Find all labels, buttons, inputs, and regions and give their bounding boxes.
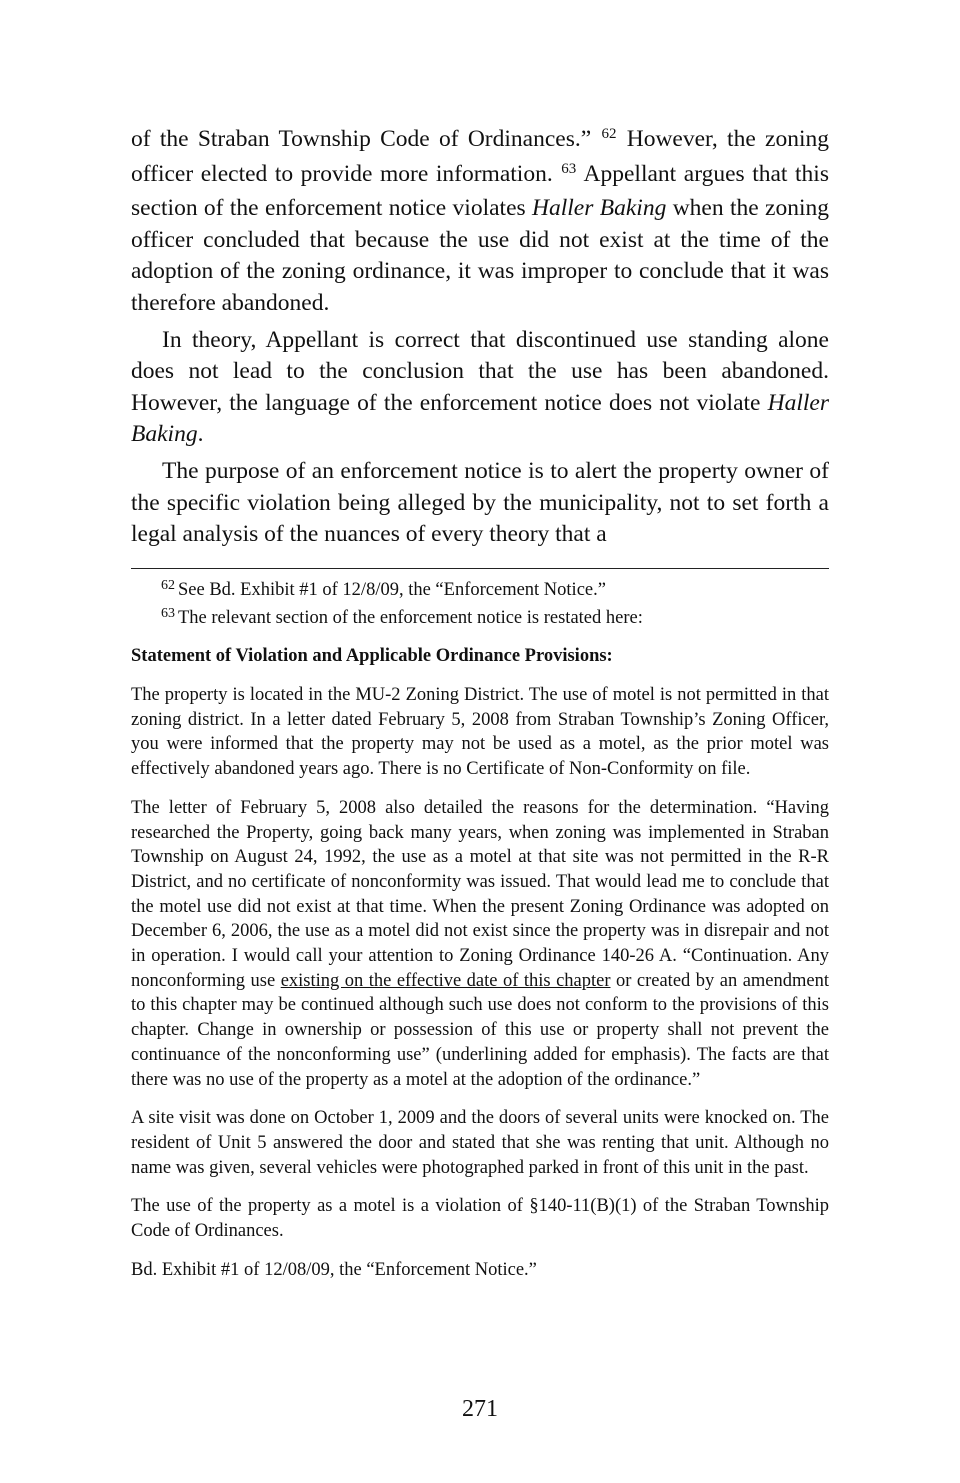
main-text — [131, 124, 829, 551]
page-number: 271 — [462, 1396, 498, 1422]
p2-text-b: . — [197, 421, 204, 448]
footnote-separator — [131, 568, 829, 569]
paragraph-3: The purpose of an enforcement notice is to alert the property owner of the specific violation being alleged by the municipality, not to set forth a legal analysis of the nuances of every theory that a — [131, 457, 829, 548]
footnote-63 — [131, 605, 829, 633]
paragraph-2 — [131, 325, 829, 451]
footnote-text: The relevant section of the enforcement notice is restated here: — [178, 608, 643, 628]
footnote-ref-63[interactable]: 63 — [561, 160, 577, 177]
p1-text-d: when the zoning officer concluded that because the use did not exist at the time of the adoption of the zoning ordinance, it was improper to conclude that it was therefore abandoned. — [131, 195, 830, 316]
footnotes — [131, 577, 829, 633]
p1-text-c: Appellant argues that this section of the enforcement notice violates — [131, 160, 829, 222]
footnote-ref-62[interactable]: 62 — [601, 126, 617, 142]
quoted-enforcement-notice — [131, 644, 829, 1296]
quote-paragraph-1: The property is located in the MU-2 Zoning District. The use of motel is not permitted in that zoning district. In a letter dated February 5, 2008 from Straban Township’s Zoning Officer, you were informed that the property may not be used as a motel, as the prior motel was effectively abandoned years ago. There is no Certificate of Non-Conformity on file. — [131, 685, 829, 780]
footnote-number: 63 — [161, 606, 175, 621]
q2-text-b: or created by an amendment to this chapter may be continued although such use does not conform to the provisions of this chapter. Change in ownership or possession of this use or property shall not prevent the continuance of the nonconforming use” (underlining added for emphasis). The facts are that there was no use of the property as a motel at the adoption of the ordinance.” — [131, 970, 829, 1090]
footnote-62 — [131, 577, 829, 605]
quote-heading: Statement of Violation and Applicable Ordinance Provisions: — [131, 646, 613, 666]
quote-paragraph-4: The use of the property as a motel is a violation of §140-11(B)(1) of the Straban Township Code of Ordinances. — [131, 1196, 829, 1242]
case-name: Haller Baking — [131, 389, 830, 448]
p2-text-a: In theory, Appellant is correct that discontinued use standing alone does not lead to the conclusion that the use has been abandoned. However, the language of the enforcement notice does not violate — [131, 326, 829, 416]
quote-paragraph-3: A site visit was done on October 1, 2009 and the doors of several units were knocked on. The resident of Unit 5 answered the door and stated that she was renting that unit. Although no name was given, several vehicles were photographed parked in front of this unit in the past. — [131, 1108, 829, 1178]
quote-source: Bd. Exhibit #1 of 12/08/09, the “Enforcement Notice.” — [131, 1259, 537, 1280]
underlined-phrase: existing on the effective date of this chapter — [280, 970, 611, 991]
quote-paragraph-2 — [131, 796, 829, 1092]
p1-text-a: of the Straban Township Code of Ordinances.” — [131, 126, 592, 152]
footnote-text: See Bd. Exhibit #1 of 12/8/09, the “Enforcement Notice.” — [178, 580, 606, 600]
p1-text-b: However, the zoning officer elected to provide more information. — [131, 126, 830, 187]
paragraph-1 — [131, 124, 829, 320]
q2-text-a: The letter of February 5, 2008 also detailed the reasons for the determination. “Having researched the Property, going back many years, when zoning was implemented in Straban Township on August 24, 1992, the use as a motel at that site was not permitted in the R-R District, and no certificate of nonconformity was issued. That would lead me to conclude that the motel use did not exist at that time. When the present Zoning Ordinance was adopted on December 6, 2006, the use as a motel did not exist since the property was in disrepair and not in operation. I would call your attention to Zoning Ordinance 140-26 A. “Continuation. Any nonconforming use — [131, 797, 829, 991]
footnote-number: 62 — [161, 578, 175, 593]
case-name: Haller Baking — [532, 195, 667, 222]
